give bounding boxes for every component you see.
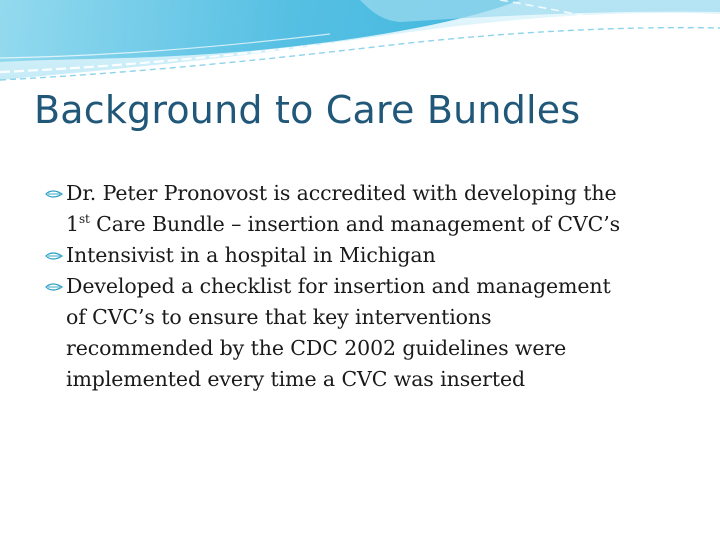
bullet-line: of CVC’s to ensure that key interventions <box>66 305 492 329</box>
bullet-line: Dr. Peter Pronovost is accredited with developing the <box>66 181 617 205</box>
bullet-line <box>66 209 704 240</box>
bullet-line: Developed a checklist for insertion and management <box>66 274 611 298</box>
leaf-arrow-icon <box>45 252 63 260</box>
leaf-arrow-icon <box>45 283 63 291</box>
slide-title: Background to Care Bundles <box>34 88 581 132</box>
ordinal-number: 1 <box>66 212 79 236</box>
leaf-arrow-icon <box>45 190 63 198</box>
bullet-line: recommended by the CDC 2002 guidelines were <box>66 336 567 360</box>
bullet-item <box>44 178 704 240</box>
bullet-list <box>44 178 704 395</box>
bullet-line: Intensivist in a hospital in Michigan <box>66 243 436 267</box>
bullet-line: implemented every time a CVC was inserted <box>66 367 526 391</box>
wave-banner <box>0 0 720 90</box>
bullet-item <box>44 240 704 271</box>
bullet-item <box>44 271 704 395</box>
ordinal-suffix: st <box>78 212 90 226</box>
bullet-line-text: Care Bundle – insertion and management of CVC’s <box>89 212 621 236</box>
